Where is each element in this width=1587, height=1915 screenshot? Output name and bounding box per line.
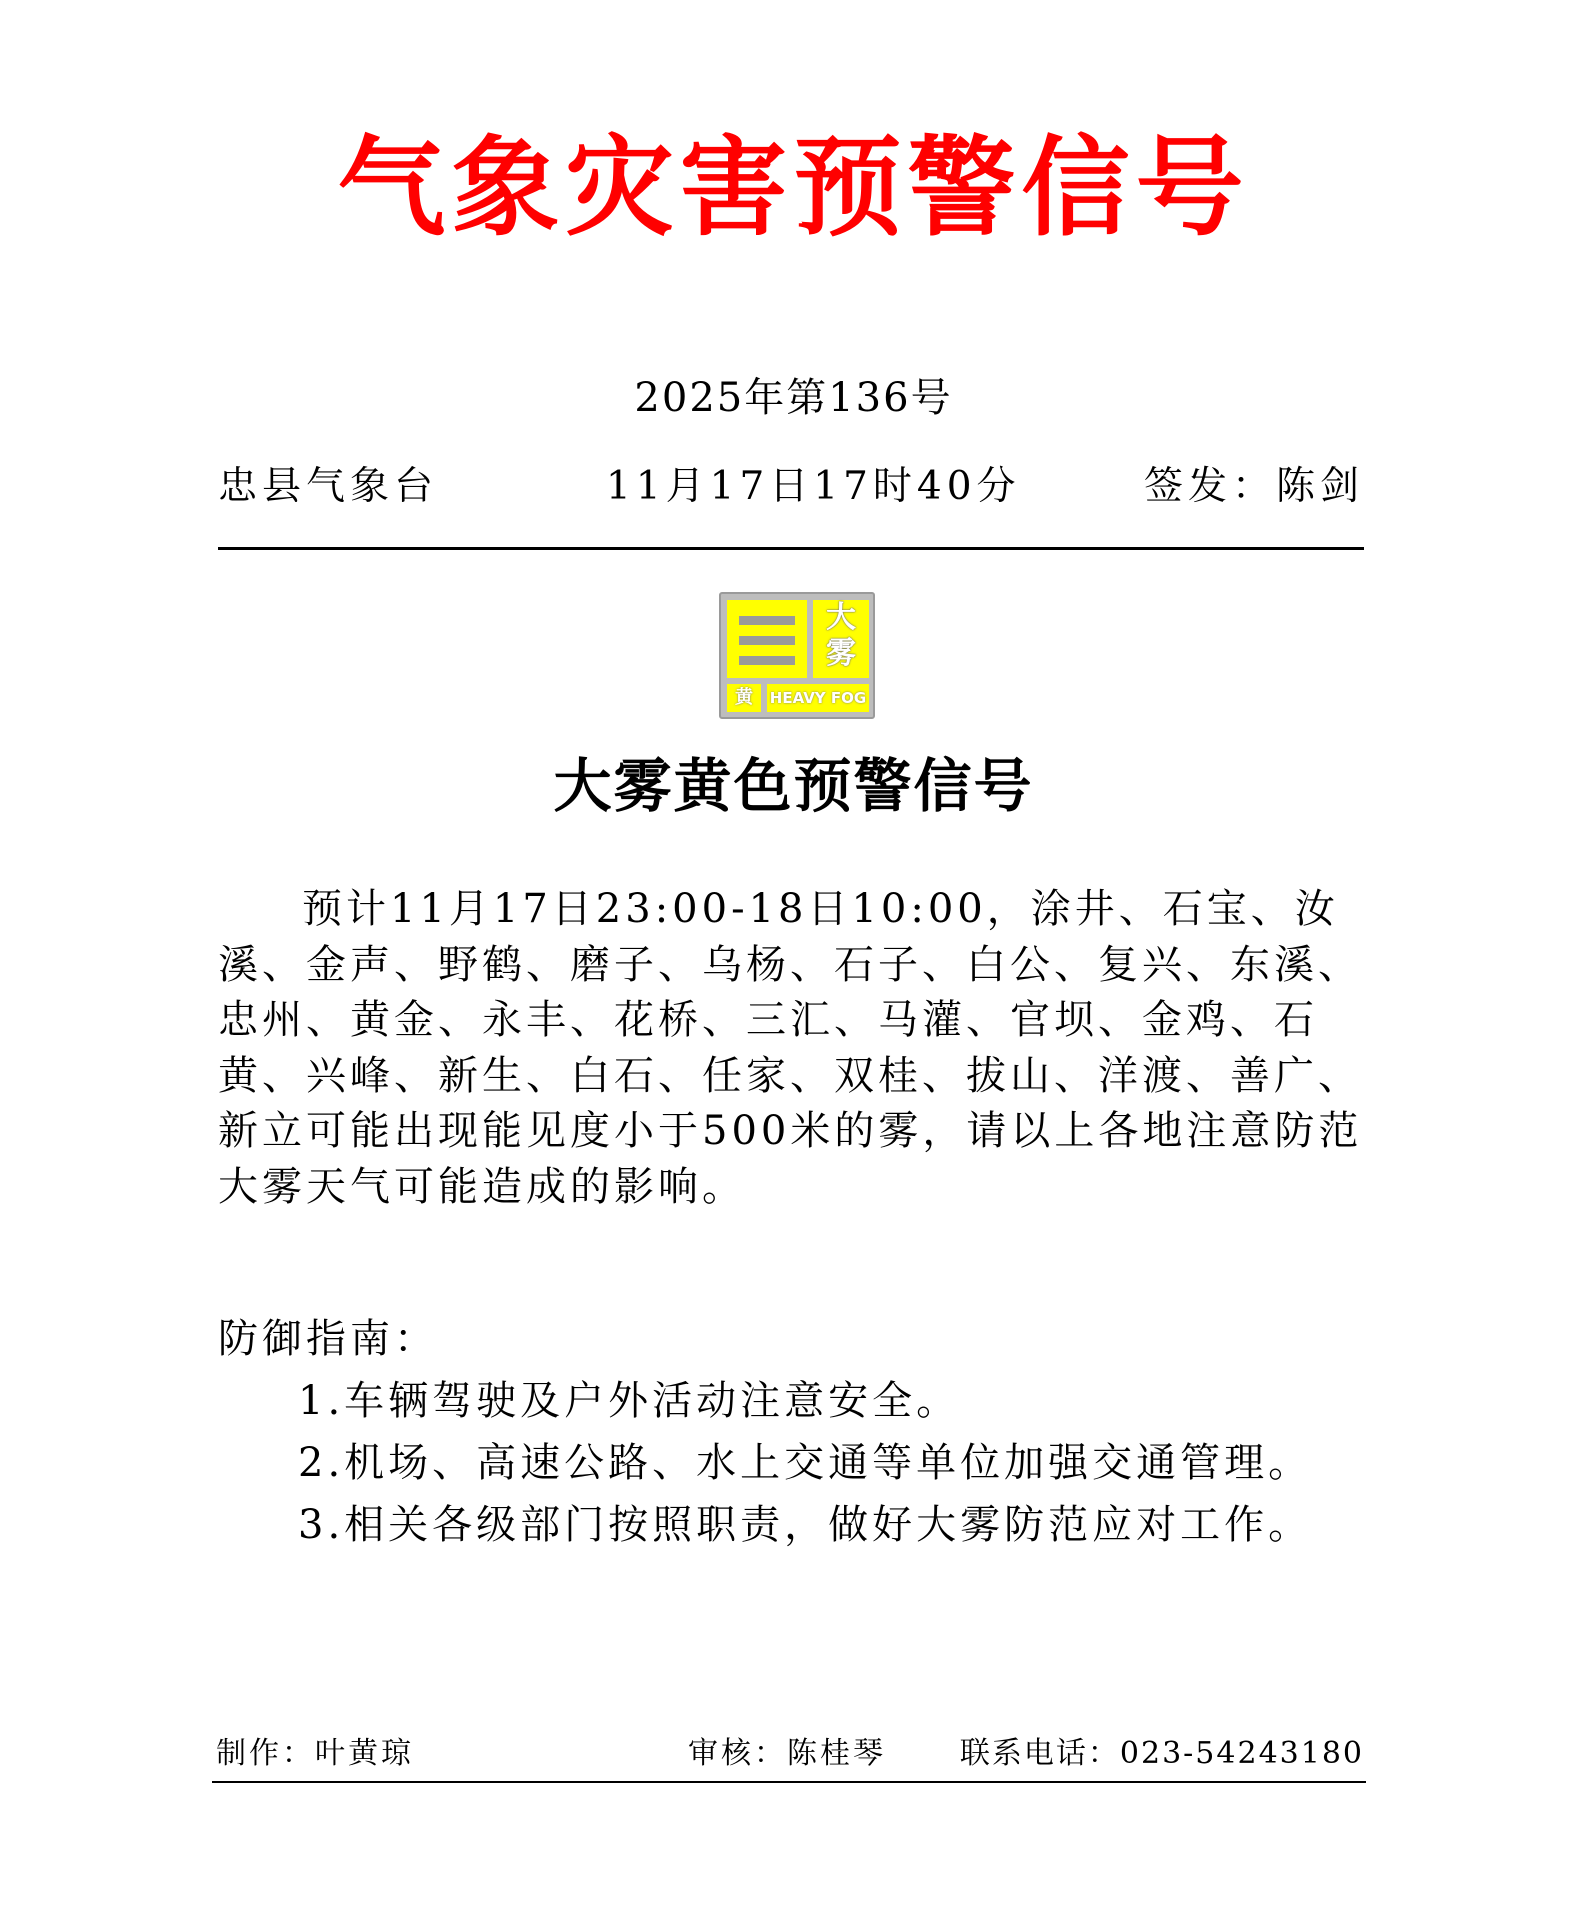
fog-bar — [739, 656, 795, 665]
issue-number: 2025年第136号 — [634, 375, 953, 421]
icon-char-bottom: 雾 — [826, 636, 856, 671]
fog-bar — [739, 616, 795, 625]
issuing-station: 忠县气象台 — [218, 464, 439, 509]
signer: 签发：陈剑 — [1143, 464, 1364, 509]
warning-title: 大雾黄色预警信号 — [553, 752, 1034, 820]
list-item: 2.机场、高速公路、水上交通等单位加强交通管理。 — [298, 1440, 1313, 1486]
footer-divider — [212, 1781, 1366, 1783]
footer-reviewer: 审核：陈桂琴 — [688, 1736, 886, 1771]
icon-char-top: 大 — [826, 600, 856, 635]
warning-body: 预计11月17日23:00-18日10:00，涂井、石宝、汝溪、金声、野鹤、磨子、乌杨、石子、白公、复兴、东溪、忠州、黄金、永丰、花桥、三汇、马灌、官坝、金鸡、石黄、兴峰、新生、白石、任家、双桂、拔山、洋渡、善广、新立可能出现能见度小于500米的雾，请以上各地注意防范大雾天气可能造成的影响。 — [218, 886, 1363, 1210]
icon-english-label: HEAVY FOG — [767, 684, 869, 712]
issue-meta-row — [218, 460, 1364, 514]
fog-bar — [739, 636, 795, 645]
heavy-fog-yellow-warning-icon — [719, 592, 875, 719]
list-item: 3.相关各级部门按照职责，做好大雾防范应对工作。 — [298, 1502, 1313, 1548]
issue-time: 11月17日17时40分 — [606, 464, 1021, 509]
list-item: 1.车辆驾驶及户外活动注意安全。 — [298, 1378, 961, 1424]
icon-level-char: 黄 — [727, 684, 761, 712]
defense-guide-heading: 防御指南： — [218, 1316, 438, 1362]
defense-guide-list — [298, 1370, 1378, 1556]
footer-phone: 联系电话：023-54243180 — [959, 1736, 1364, 1771]
fog-bars-icon — [727, 600, 807, 678]
footer-maker: 制作：叶黄琼 — [216, 1736, 414, 1771]
header-divider — [218, 547, 1364, 550]
document-title: 气象灾害预警信号 — [337, 125, 1250, 251]
fog-characters — [813, 600, 869, 678]
footer-row — [216, 1734, 1364, 1774]
